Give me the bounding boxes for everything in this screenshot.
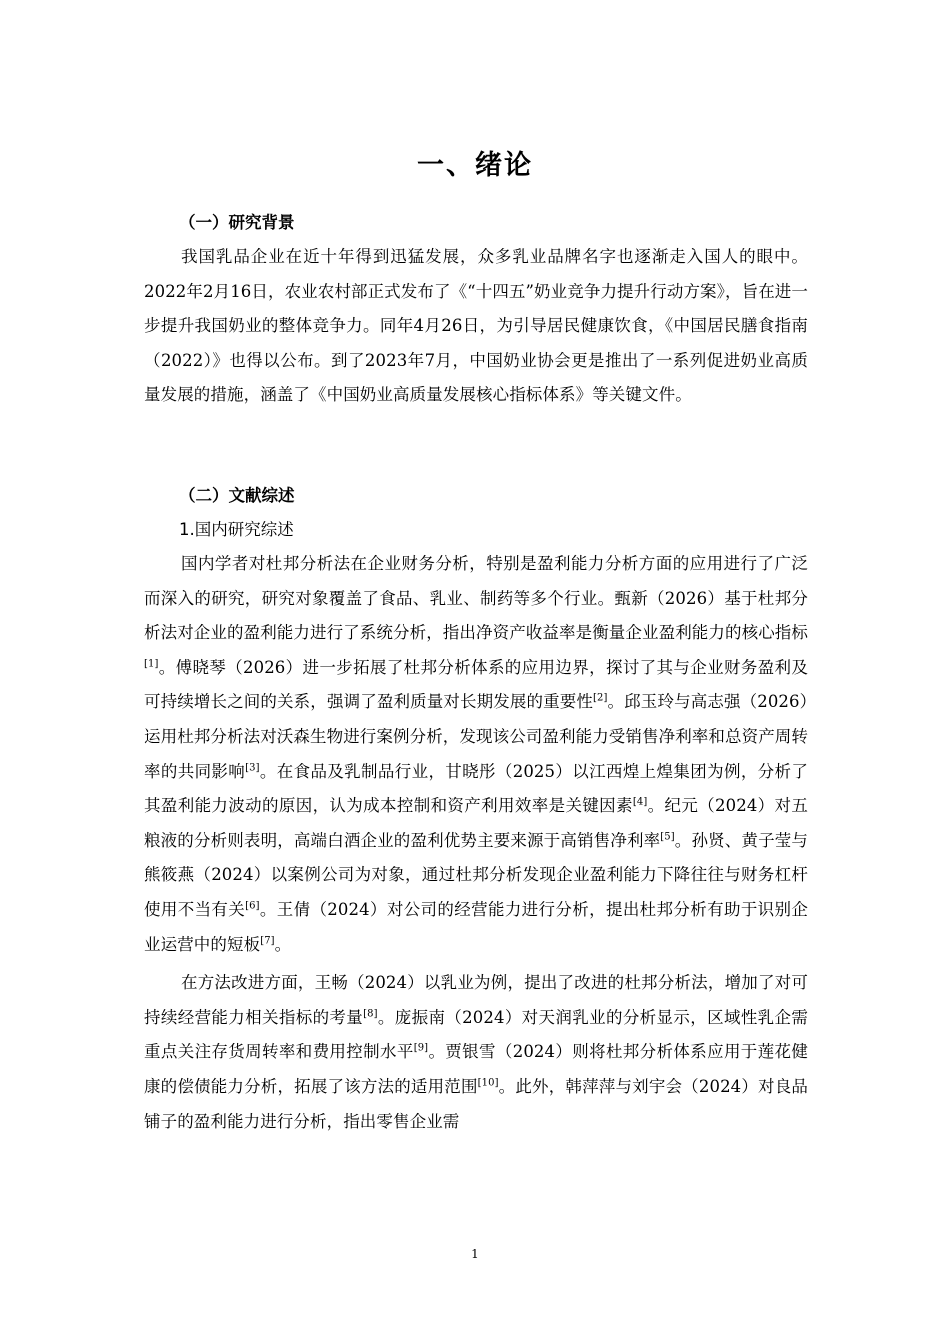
page-title: 一、绪论 xyxy=(417,150,533,181)
paragraph-text: 。庞振南（2024）对天润乳业的分析显示，区域性乳企需重点关注存货周转率和费用控制水平 xyxy=(144,1007,808,1062)
section-research-background xyxy=(144,206,808,413)
citation: [2] xyxy=(593,692,608,704)
section-literature-review xyxy=(144,479,808,1139)
paragraph-text: 。纪元（2024）对五粮液的分析则表明，高端白酒企业的盈利优势主要来源于高销售净利率 xyxy=(144,796,808,850)
paragraph-text: 国内学者对杜邦分析法在企业财务分析，特别是盈利能力分析方面的应用进行了广泛而深入的研究，研究对象覆盖了食品、乳业、制药等多个行业。甄新（2026）基于杜邦分析法对企业的盈利能力进行了系统分析，指出净资产收益率是衡量企业盈利能力的核心指标 xyxy=(144,554,808,643)
citation: [3] xyxy=(245,762,260,774)
paragraph-text: 。孙贤、黄子莹与熊筱燕（2024）以案例公司为对象，通过杜邦分析发现企业盈利能力下降往往与财务杠杆使用不当有关 xyxy=(144,830,808,919)
paragraph xyxy=(144,966,808,1139)
citation: [7] xyxy=(260,935,275,947)
paragraph-text: 。邱玉玲与高志强（2026）运用杜邦分析法对沃森生物进行案例分析，发现该公司盈利能力受销售净利率和总资产周转率的共同影响 xyxy=(144,692,808,781)
page-number: 1 xyxy=(471,1247,479,1261)
paragraph-text: 。傅晓琴（2026）进一步拓展了杜邦分析体系的应用边界，探讨了其与企业财务盈利及可持续增长之间的关系，强调了盈利质量对长期发展的重要性 xyxy=(144,657,808,712)
citation: [9] xyxy=(413,1042,429,1054)
paragraph xyxy=(144,547,808,962)
citation: [8] xyxy=(363,1008,378,1020)
citation: [1] xyxy=(144,658,159,670)
citation: [6] xyxy=(245,900,260,912)
citation: [4] xyxy=(632,796,648,808)
section-heading: （二）文献综述 xyxy=(179,486,295,505)
citation: [5] xyxy=(660,831,675,843)
paragraph-text: 在方法改进方面，王畅（2024）以乳业为例，提出了改进的杜邦分析法，增加了对可持续经营能力相关指标的考量 xyxy=(144,973,808,1027)
paragraph: 我国乳品企业在近十年得到迅猛发展，众多乳业品牌名字也逐渐走入国人的眼中。2022年2月16日，农业农村部正式发布了《“十四五”奶业竞争力提升行动方案》，旨在进一步提升我国奶业的整体竞争力。同年4月26日，为引导居民健康饮食，《中国居民膳食指南（2022）》也得以公布。到了2023年7月，中国奶业协会更是推出了一系列促进奶业高质量发展的措施，涵盖了《中国奶业高质量发展核心指标体系》等关键文件。 xyxy=(144,247,809,405)
subsection-heading: 1.国内研究综述 xyxy=(179,520,294,539)
paragraph-text: 。 xyxy=(274,934,292,954)
paragraph-text: 。在食品及乳制品行业，甘晓彤（2025）以江西煌上煌集团为例，分析了其盈利能力波动的原因，认为成本控制和资产利用效率是关键因素 xyxy=(144,761,808,816)
paragraph-text: 。此外，韩萍萍与刘宇会（2024）对良品铺子的盈利能力进行分析，指出零售企业需 xyxy=(144,1076,808,1131)
section-heading: （一）研究背景 xyxy=(179,213,295,232)
citation: [10] xyxy=(477,1077,499,1089)
paragraph-text: 。贾银雪（2024）则将杜邦分析体系应用于莲花健康的偿债能力分析，拓展了该方法的适用范围 xyxy=(144,1042,808,1096)
paragraph-text: 。王倩（2024）对公司的经营能力进行分析，提出杜邦分析有助于识别企业运营中的短板 xyxy=(144,899,808,954)
